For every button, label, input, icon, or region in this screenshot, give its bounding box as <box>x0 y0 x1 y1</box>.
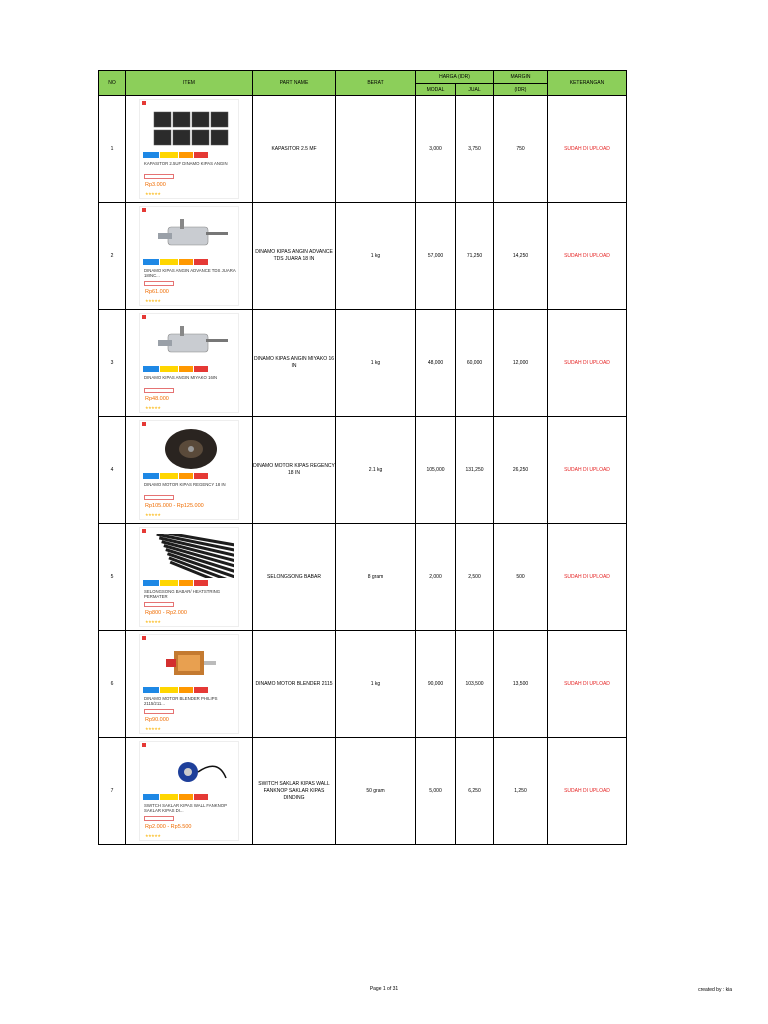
row-no: 7 <box>99 738 126 845</box>
promo-badges <box>143 259 208 265</box>
keterangan-status: SUDAH DI UPLOAD <box>548 631 627 738</box>
sale-tag <box>142 529 146 533</box>
card-price: Rp105.000 - Rp125.000 <box>145 503 204 509</box>
table-row <box>99 738 627 845</box>
harga-jual: 3,750 <box>456 96 494 203</box>
harga-jual: 6,250 <box>456 738 494 845</box>
product-table <box>98 70 627 845</box>
harga-modal: 90,000 <box>416 631 456 738</box>
card-price: Rp90.000 <box>145 717 169 723</box>
keterangan-status: SUDAH DI UPLOAD <box>548 310 627 417</box>
card-price: Rp48.000 <box>145 396 169 402</box>
harga-modal: 105,000 <box>416 417 456 524</box>
product-photo <box>148 213 234 257</box>
row-no: 2 <box>99 203 126 310</box>
keterangan-status: SUDAH DI UPLOAD <box>548 203 627 310</box>
margin: 12,000 <box>494 310 548 417</box>
rating-stars-icon: ★★★★★ <box>145 619 161 624</box>
card-product-name: DINAMO MOTOR BLENDER PHILIPS 2115/211... <box>144 696 218 706</box>
product-card <box>139 313 239 413</box>
table-row <box>99 96 627 203</box>
keterangan-status: SUDAH DI UPLOAD <box>548 417 627 524</box>
row-no: 6 <box>99 631 126 738</box>
product-photo <box>148 320 234 364</box>
berat: 2.1 kg <box>336 417 416 524</box>
promo-badges <box>143 152 208 158</box>
product-card <box>139 99 239 199</box>
part-name: SELONGSONG BABAR <box>253 524 336 631</box>
product-photo <box>148 106 234 150</box>
item-image <box>126 524 253 631</box>
rating-stars-icon: ★★★★★ <box>145 191 161 196</box>
shipping-pill <box>144 495 174 500</box>
row-no: 4 <box>99 417 126 524</box>
margin: 14,250 <box>494 203 548 310</box>
shipping-pill <box>144 281 174 286</box>
item-image <box>126 203 253 310</box>
harga-modal: 48,000 <box>416 310 456 417</box>
product-card <box>139 206 239 306</box>
rating-stars-icon: ★★★★★ <box>145 298 161 303</box>
rating-stars-icon: ★★★★★ <box>145 512 161 517</box>
sale-tag <box>142 743 146 747</box>
shipping-pill <box>144 174 174 179</box>
header-no: NO <box>99 71 126 96</box>
margin: 750 <box>494 96 548 203</box>
page-number: Page 1 of 31 <box>369 986 399 992</box>
sale-tag <box>142 208 146 212</box>
card-price: Rp3.000 <box>145 182 166 188</box>
product-photo <box>148 641 234 685</box>
header-item: ITEM <box>126 71 253 96</box>
part-name: DINAMO KIPAS ANGIN ADVANCE TDS JUARA 18 IN <box>253 203 336 310</box>
card-product-name: DINAMO KIPAS ANGIN MIYAKO 16IN <box>144 375 218 380</box>
margin: 500 <box>494 524 548 631</box>
product-card <box>139 420 239 520</box>
promo-badges <box>143 580 208 586</box>
card-product-name: DINAMO KIPAS ANGIN ADVANCE TDS JUARA 18INC... <box>144 268 236 278</box>
berat: 50 gram <box>336 738 416 845</box>
keterangan-status: SUDAH DI UPLOAD <box>548 738 627 845</box>
shipping-pill <box>144 816 174 821</box>
row-no: 5 <box>99 524 126 631</box>
product-card <box>139 741 239 841</box>
sale-tag <box>142 636 146 640</box>
shipping-pill <box>144 709 174 714</box>
keterangan-status: SUDAH DI UPLOAD <box>548 96 627 203</box>
card-price: Rp800 - Rp2.000 <box>145 610 187 616</box>
product-card <box>139 527 239 627</box>
keterangan-status: SUDAH DI UPLOAD <box>548 524 627 631</box>
rating-stars-icon: ★★★★★ <box>145 833 161 838</box>
sale-tag <box>142 315 146 319</box>
card-price: Rp61.000 <box>145 289 169 295</box>
item-image <box>126 738 253 845</box>
table-row <box>99 524 627 631</box>
harga-modal: 2,000 <box>416 524 456 631</box>
row-no: 1 <box>99 96 126 203</box>
part-name: SWITCH SAKLAR KIPAS WALL FANKNOP SAKLAR KIPAS DINDING <box>253 738 336 845</box>
rating-stars-icon: ★★★★★ <box>145 405 161 410</box>
promo-badges <box>143 473 208 479</box>
part-name: DINAMO MOTOR BLENDER 2115 <box>253 631 336 738</box>
margin: 13,500 <box>494 631 548 738</box>
berat <box>336 96 416 203</box>
product-photo <box>148 748 234 792</box>
card-price: Rp2.000 - Rp5.500 <box>145 824 192 830</box>
item-image <box>126 631 253 738</box>
berat: 1 kg <box>336 631 416 738</box>
harga-modal: 5,000 <box>416 738 456 845</box>
table-row <box>99 203 627 310</box>
header-margin-unit: (IDR) <box>494 84 548 96</box>
harga-jual: 60,000 <box>456 310 494 417</box>
item-image <box>126 96 253 203</box>
harga-jual: 131,250 <box>456 417 494 524</box>
harga-modal: 3,000 <box>416 96 456 203</box>
harga-jual: 71,250 <box>456 203 494 310</box>
margin: 1,250 <box>494 738 548 845</box>
table-row <box>99 631 627 738</box>
berat: 1 kg <box>336 310 416 417</box>
margin: 26,250 <box>494 417 548 524</box>
harga-jual: 103,500 <box>456 631 494 738</box>
header-jual: JUAL <box>456 84 494 96</box>
sale-tag <box>142 422 146 426</box>
rating-stars-icon: ★★★★★ <box>145 726 161 731</box>
card-product-name: KAPASITOR 2.5UF DINAMO KIPAS ANGIN <box>144 161 228 166</box>
card-product-name: SWITCH SAKLAR KIPAS WALL FANKNOP SAKLAR KIPAS DI... <box>144 803 227 813</box>
header-margin: MARGIN <box>494 71 548 84</box>
part-name: KAPASITOR 2.5 MF <box>253 96 336 203</box>
promo-badges <box>143 366 208 372</box>
table-row <box>99 417 627 524</box>
harga-jual: 2,500 <box>456 524 494 631</box>
part-name: DINAMO KIPAS ANGIN MIYAKO 16 IN <box>253 310 336 417</box>
item-image <box>126 417 253 524</box>
header-harga: HARGA (IDR) <box>416 71 494 84</box>
card-product-name: DINAMO MOTOR KIPAS REGENCY 18 IN <box>144 482 226 487</box>
berat: 8 gram <box>336 524 416 631</box>
header-berat: BERAT <box>336 71 416 96</box>
harga-modal: 57,000 <box>416 203 456 310</box>
header-keterangan: KETERANGAN <box>548 71 627 96</box>
credit-text: created by : kia <box>698 987 732 993</box>
product-photo <box>148 534 234 578</box>
berat: 1 kg <box>336 203 416 310</box>
header-modal: MODAL <box>416 84 456 96</box>
card-product-name: SELONGSONG BABAR/ HEATSTRING PERMATER <box>144 589 221 599</box>
row-no: 3 <box>99 310 126 417</box>
table-row <box>99 310 627 417</box>
header-part-name: PART NAME <box>253 71 336 96</box>
shipping-pill <box>144 602 174 607</box>
product-photo <box>148 427 234 471</box>
promo-badges <box>143 794 208 800</box>
promo-badges <box>143 687 208 693</box>
shipping-pill <box>144 388 174 393</box>
item-image <box>126 310 253 417</box>
product-card <box>139 634 239 734</box>
sale-tag <box>142 101 146 105</box>
part-name: DINAMO MOTOR KIPAS REGENCY 18 IN <box>253 417 336 524</box>
